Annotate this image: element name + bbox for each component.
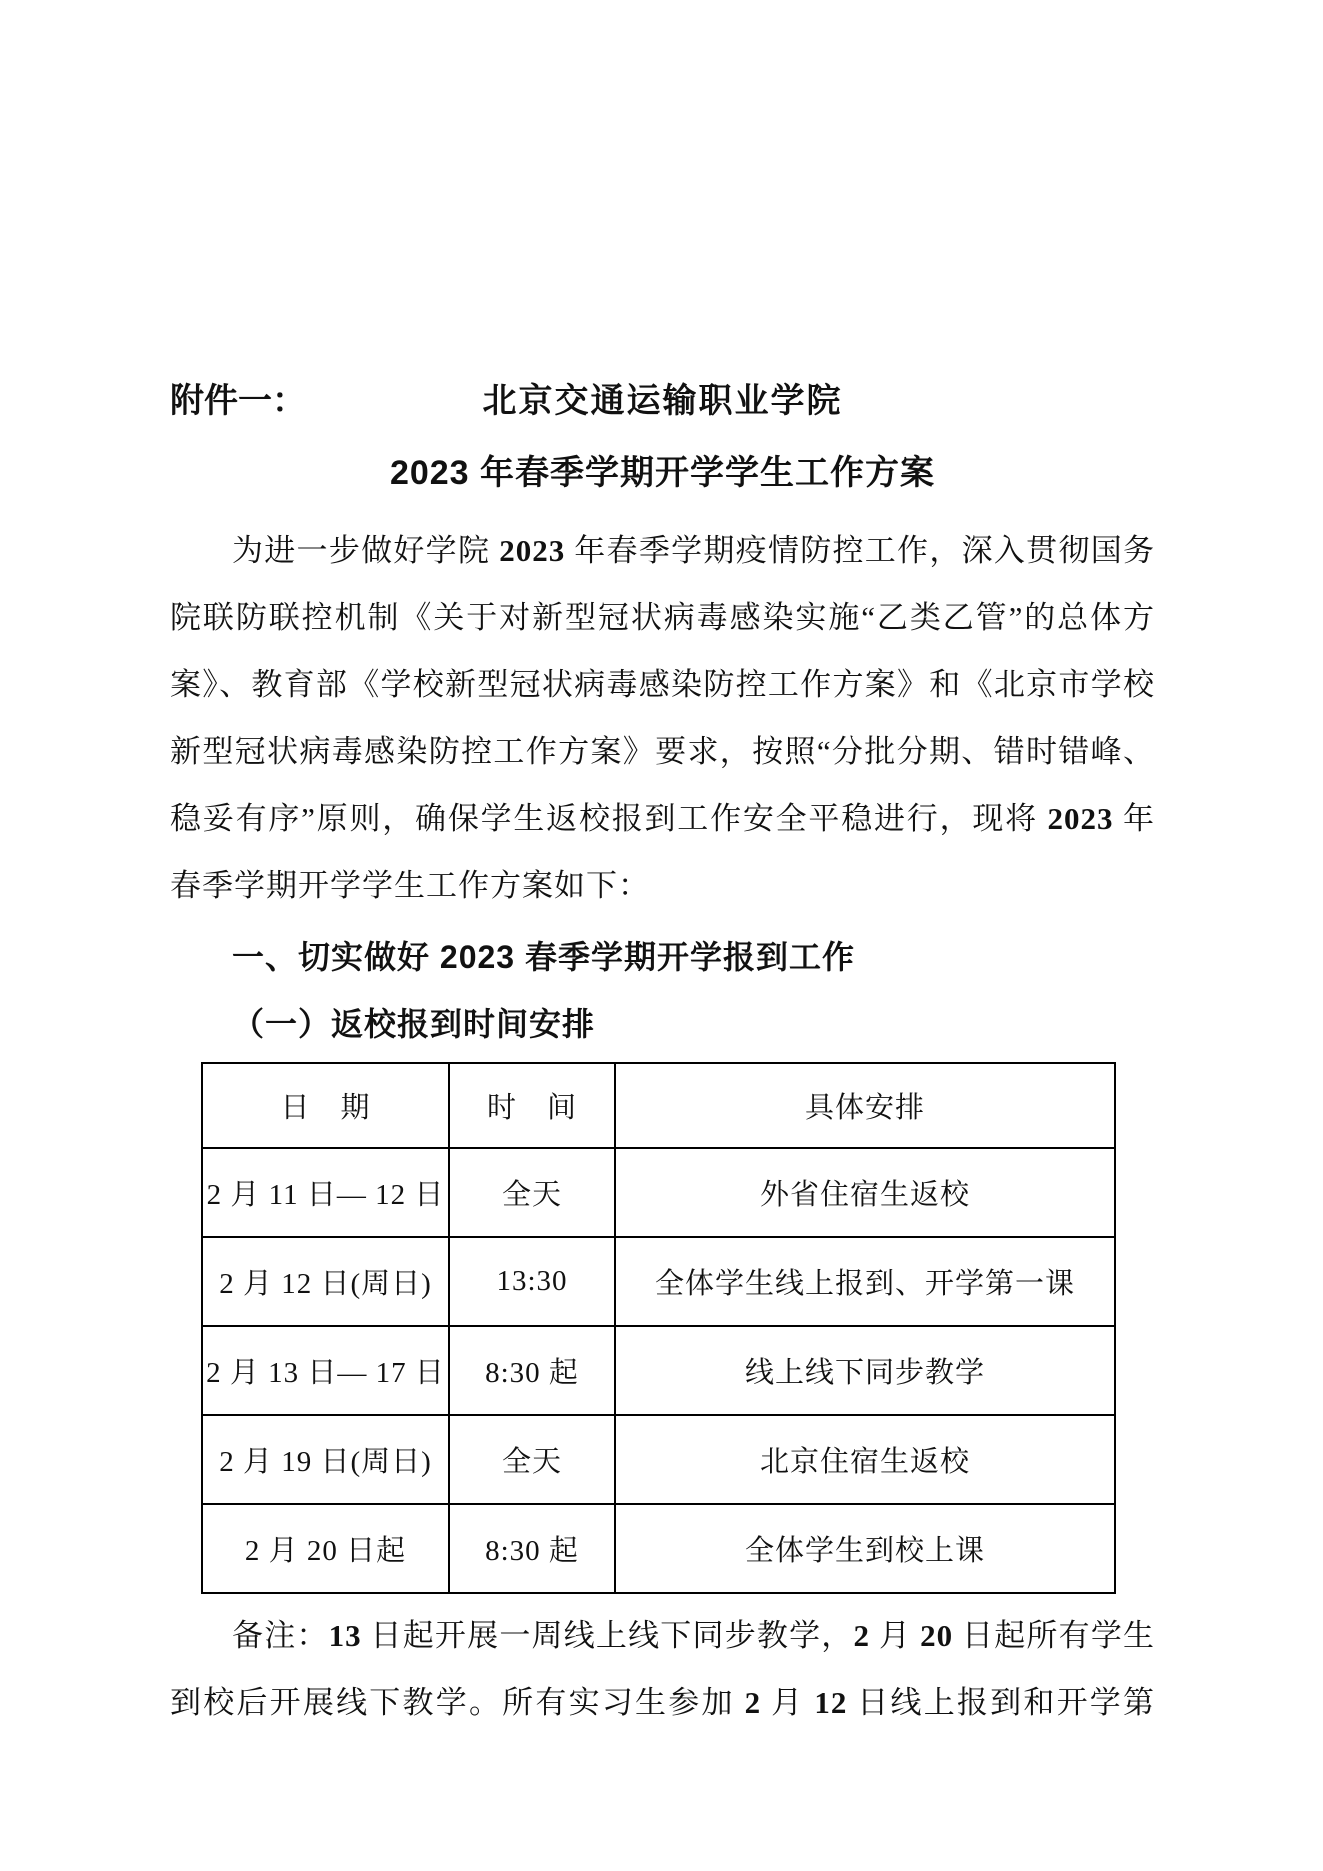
text-run: 到校后开展线下教学。所有实习生参加 [170,1685,745,1720]
text-run: 20 [920,1618,954,1653]
title-row [170,378,1155,424]
arrangement-cell: 全体学生到校上课 [615,1504,1115,1593]
text-run: 月 [761,1685,815,1720]
text-run: 为进一步做好学院 [232,533,500,568]
text-run: 日线上报到和开学第 [847,1685,1156,1720]
text-run: 12 [814,1685,848,1720]
remark-line [170,1669,1155,1736]
table-header-cell-arrangement: 具体安排 [615,1063,1115,1148]
time-cell: 全天 [449,1415,615,1504]
text-run: 2023 [1047,801,1114,836]
section-heading: 一、切实做好 2023 春季学期开学报到工作 [232,939,855,975]
time-cell: 8:30 起 [449,1326,615,1415]
time-cell: 8:30 起 [449,1504,615,1593]
college-name: 北京交通运输职业学院 [482,382,843,420]
text-run: 日起开展一周线上线下同步教学， [361,1618,854,1653]
table-header-cell-date: 日 期 [202,1063,449,1148]
text-run: 2 [744,1685,762,1720]
schedule-table [201,1062,1116,1594]
table-row [202,1237,1115,1326]
table-row [202,1415,1115,1504]
intro-line [170,785,1155,852]
text-run: 院联防联控机制《关于对新型冠状病毒感染实施“乙类乙管”的总体方 [170,600,1155,635]
time-cell: 全天 [449,1148,615,1237]
remark-paragraph [170,1602,1155,1736]
intro-line [170,517,1155,584]
time-cell: 13:30 [449,1237,615,1326]
date-cell: 2 月 11 日— 12 日 [202,1148,449,1237]
table-row [202,1504,1115,1593]
text-run: 春季学期开学学生工作方案如下： [170,868,650,903]
date-cell: 2 月 19 日(周日) [202,1415,449,1504]
date-cell: 2 月 12 日(周日) [202,1237,449,1326]
intro-line [170,852,1155,919]
table-header-cell-time: 时 间 [449,1063,615,1148]
document-content [170,0,1155,1736]
date-cell: 2 月 20 日起 [202,1504,449,1593]
text-run: 2023 [499,533,566,568]
text-run: 稳妥有序”原则，确保学生返校报到工作安全平稳进行，现将 [170,801,1048,836]
table-row [202,1326,1115,1415]
text-run: 月 [870,1618,921,1653]
text-run: 日起所有学生 [953,1618,1156,1653]
intro-paragraph [170,517,1155,919]
document-title: 2023 年春季学期开学学生工作方案 [389,454,936,492]
text-run: 案》、教育部《学校新型冠状病毒感染防控工作方案》和《北京市学校 [170,667,1155,702]
date-cell: 2 月 13 日— 17 日 [202,1326,449,1415]
text-run: 新型冠状病毒感染防控工作方案》要求，按照“分批分期、错时错峰、 [170,734,1155,769]
text-run: 年春季学期疫情防控工作，深入贯彻国务 [565,533,1155,568]
attachment-label: 附件一： [170,382,306,420]
arrangement-cell: 北京住宿生返校 [615,1415,1115,1504]
intro-line [170,584,1155,651]
intro-line [170,718,1155,785]
text-run: 2 [853,1618,870,1653]
subsection-heading: （一）返校报到时间安排 [232,1006,596,1042]
text-run: 备注： [232,1618,329,1653]
arrangement-cell: 线上线下同步教学 [615,1326,1115,1415]
intro-line [170,651,1155,718]
table-header-row [202,1063,1115,1148]
table-row [202,1148,1115,1237]
arrangement-cell: 全体学生线上报到、开学第一课 [615,1237,1115,1326]
text-run: 年 [1113,801,1156,836]
text-run: 13 [328,1618,362,1653]
remark-line [170,1602,1155,1669]
arrangement-cell: 外省住宿生返校 [615,1148,1115,1237]
